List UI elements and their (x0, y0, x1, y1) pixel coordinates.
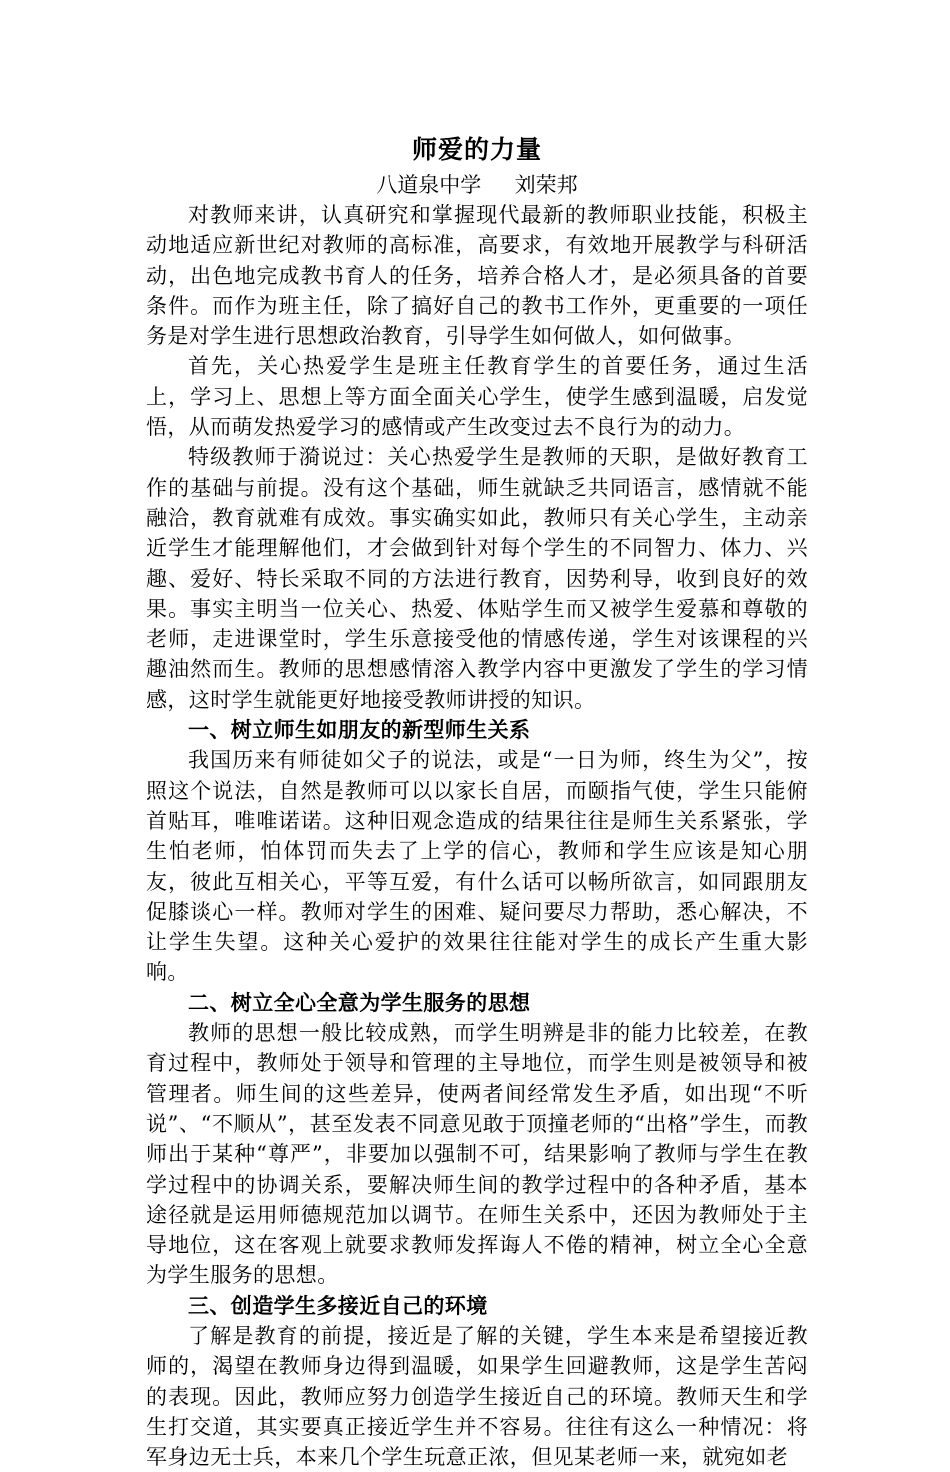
section-heading-3: 三、创造学生多接近自己的环境 (188, 1292, 488, 1318)
author-byline: 八道泉中学 刘荣邦 (376, 173, 578, 197)
section-paragraph-1: 我国历来有师徒如父子的说法，或是“一日为师，终生为父”，按照这个说法，自然是教师可以以家长自居，而颐指气使，学生只能俯首贴耳，唯唯诺诺。这种旧观念造成的结果往往是师生关系紧张，学生怕老师，怕体罚而失去了上学的信心，教师和学生应该是知心朋友，彼此互相关心，平等互爱，有什么话可以畅所欲言，如同跟朋友促膝谈心一样。教师对学生的困难、疑问要尽力帮助，悉心解决，不让学生失望。这种关心爱护的效果往往能对学生的成长产生重大影响。 (146, 748, 808, 985)
section-heading-1: 一、树立师生如朋友的新型师生关系 (188, 717, 531, 743)
document-page (146, 132, 808, 1472)
intro-paragraph: 对教师来讲，认真研究和掌握现代最新的教师职业技能，积极主动地适应新世纪对教师的高标准，高要求，有效地开展教学与科研活动，出色地完成教书育人的任务，培养合格人才，是必须具备的首要条件。而作为班主任，除了搞好自己的教书工作外，更重要的一项任务是对学生进行思想政治教育，引导学生如何做人，如何做事。 (146, 203, 808, 349)
section-paragraph-3: 了解是教育的前提，接近是了解的关键，学生本来是希望接近教师的，渴望在教师身边得到温暖，如果学生回避教师，这是学生苦闷的表现。因此，教师应努力创造学生接近自己的环境。教师天生和学生打交道，其实要真正接近学生并不容易。往往有这么一种情况：将军身边无士兵，本来几个学生玩意正浓，但见某老师一来，就宛如老 (146, 1323, 808, 1470)
care-paragraph: 首先，关心热爱学生是班主任教育学生的首要任务，通过生活上，学习上、思想上等方面全面关心学生，使学生感到温暖，启发觉悟，从而萌发热爱学习的感情或产生改变过去不良行为的动力。 (146, 354, 808, 440)
quote-paragraph: 特级教师于漪说过：关心热爱学生是教师的天职，是做好教育工作的基础与前提。没有这个基础，师生就缺乏共同语言，感情就不能融洽，教育就难有成效。事实确实如此，教师只有关心学生，主动亲近学生才能理解他们，才会做到针对每个学生的不同智力、体力、兴趣、爱好、特长采取不同的方法进行教育，因势利导，收到良好的效果。事实主明当一位关心、热爱、体贴学生而又被学生爱慕和尊敬的老师，走进课堂时，学生乐意接受他的情感传递，学生对该课程的兴趣油然而生。教师的思想感情溶入教学内容中更激发了学生的学习情感，这时学生就能更好地接受教师讲授的知识。 (146, 445, 808, 712)
document-title: 师爱的力量 (411, 135, 542, 164)
section-paragraph-2: 教师的思想一般比较成熟，而学生明辨是非的能力比较差，在教育过程中，教师处于领导和管理的主导地位，而学生则是被领导和被管理者。师生间的这些差异，使两者间经常发生矛盾，如出现“不听说”、“不顺从”，甚至发表不同意见敢于顶撞老师的“出格”学生，而教师出于某种“尊严”，非要加以强制不可，结果影响了教师与学生在教学过程中的协调关系，要解决师生间的教学过程中的各种矛盾，基本途径就是运用师德规范加以调节。在师生关系中，还因为教师处于主导地位，这在客观上就要求教师发挥诲人不倦的精神，树立全心全意为学生服务的思想。 (146, 1021, 808, 1288)
section-heading-2: 二、树立全心全意为学生服务的思想 (188, 989, 531, 1015)
